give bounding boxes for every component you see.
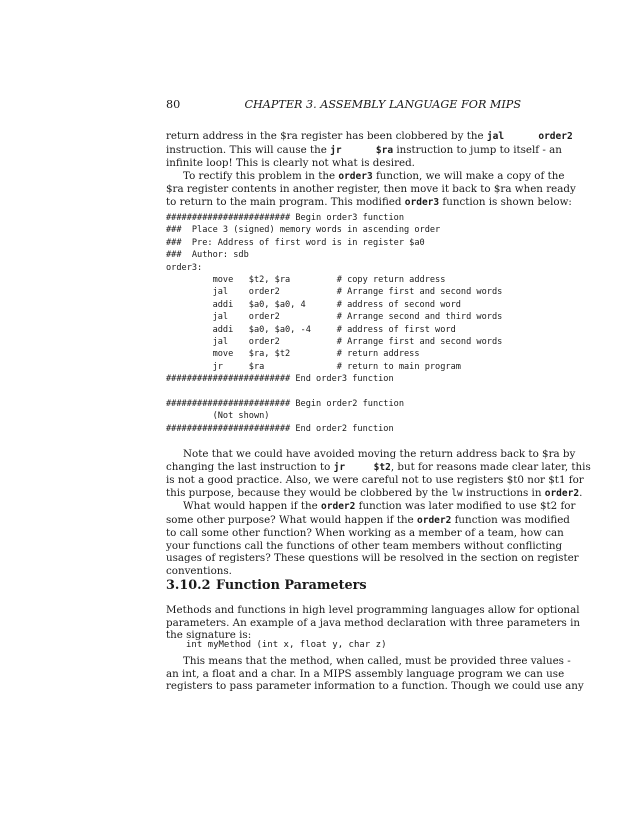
text-line: to call some other function? When working as a member of a team, how can: [166, 527, 564, 539]
text-line: [166, 460, 591, 475]
text-line: This means that the method, when called, must be provided three values -: [183, 655, 571, 667]
text-line: [166, 130, 573, 144]
text-line: [166, 143, 562, 158]
text-span: function was modified: [451, 513, 570, 526]
text-line: is not a good practice. Also, we were careful not to use registers $t0 nor $t1 for: [166, 474, 584, 486]
paragraph-5: [166, 604, 581, 642]
section-title: Function Parameters: [216, 578, 367, 593]
text-span: What would happen if the: [183, 500, 322, 512]
text-line: $ra register contents in another register, then move it back to $ra when ready: [166, 183, 576, 195]
text-span: return address in the $ra register has been clobbered by the: [166, 130, 487, 142]
text-span: function is shown below:: [439, 195, 572, 208]
section-heading: [166, 578, 367, 593]
inline-code: order2: [417, 514, 452, 526]
inline-code: order2: [321, 501, 356, 512]
inline-code: jr $t2: [333, 461, 391, 473]
text-span: some other purpose? What would happen if the: [166, 513, 418, 526]
text-line: [166, 195, 572, 210]
discussion-paragraphs: [166, 448, 591, 577]
inline-code: order3: [338, 170, 373, 182]
paragraph-2: [166, 169, 576, 210]
text-span: this purpose, because they would be clobbered by the: [166, 486, 452, 499]
text-line: infinite loop! This is clearly not what is desired.: [166, 157, 415, 169]
text-span: instruction to jump to itself - an: [393, 143, 562, 156]
text-span: .: [579, 486, 583, 499]
text-span: changing the last instruction to: [166, 460, 334, 473]
text-span: function, we will make a copy of the: [372, 169, 565, 182]
code-listing-order3: ######################## Begin order3 function ### Place 3 (signed) memory words in ascending order ### Pre: Address of first word is in register $a0 ### Author: sdb order3: move $t2, $ra # copy return address jal order2 # Arrange first and second words addi $a0, $a0, 4 # address of second word jal order2 # Arrange second and third words addi $a0, $a0, -4 # address of first word jal order2 # Arrange first and second words move $ra, $t2 # return address jr $ra # return to main program ######################## End order3 function: [166, 213, 503, 385]
text-line: parameters. An example of a java method declaration with three parameters in: [166, 616, 581, 629]
text-line: [166, 486, 583, 501]
text-line: conventions.: [166, 564, 232, 577]
parameters-paragraph-2: [166, 655, 584, 693]
page-number: 80: [166, 98, 181, 111]
text-line: [166, 169, 565, 184]
text-line: registers to pass parameter information to a function. Though we could use any: [166, 680, 584, 692]
inline-code: lw: [451, 487, 463, 499]
paragraph-3: [166, 448, 591, 500]
text-line: Note that we could have avoided moving the return address back to $ra by: [183, 448, 576, 460]
running-header: [166, 98, 521, 114]
paragraph-1: [166, 130, 573, 170]
inline-code: order2: [544, 487, 580, 499]
inline-code: jr $ra: [330, 144, 394, 156]
text-span: instructions in: [462, 486, 545, 499]
text-line: usages of registers? These questions will be resolved in the section on register: [166, 552, 579, 564]
parameters-paragraph: [166, 604, 581, 642]
text-span: , but for reasons made clear later, this: [390, 460, 591, 473]
paragraph-6: [166, 655, 584, 693]
text-line: the signature is:: [166, 629, 252, 641]
text-line: Methods and functions in high level programming languages allow for optional: [166, 604, 580, 616]
text-span: instruction. This will cause the: [166, 143, 331, 156]
text-span: function was later modified to use $t2 for: [355, 500, 576, 512]
text-line: your functions call the functions of other team members without conflicting: [166, 539, 563, 552]
text-line: [166, 500, 576, 514]
text-line: an int, a float and a char. In a MIPS assembly language program we can use: [166, 667, 565, 680]
section-number: 3.10.2: [166, 578, 211, 593]
text-span: to return to the main program. This modified: [166, 195, 405, 208]
intro-paragraphs: [166, 130, 576, 209]
chapter-title: CHAPTER 3. ASSEMBLY LANGUAGE FOR MIPS: [244, 98, 521, 111]
code-listing-order2: ######################## Begin order2 function (Not shown) ######################## End order2 function: [166, 399, 404, 434]
java-signature: int myMethod (int x, float y, char z): [186, 640, 387, 650]
text-span: To rectify this problem in the: [183, 169, 339, 182]
paragraph-4: [166, 500, 579, 577]
inline-code: jal order2: [486, 131, 573, 142]
inline-code: order3: [404, 196, 440, 208]
text-line: [166, 513, 570, 528]
